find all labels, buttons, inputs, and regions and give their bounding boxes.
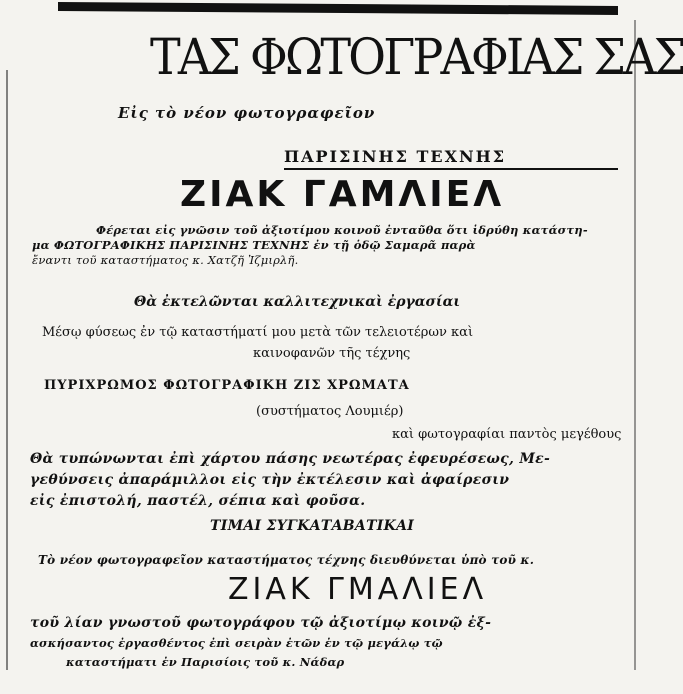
- closing-line-1: τοῦ λίαν γνωστοῦ φωτογράφου τῷ ἀξιοτίμῳ κοινῷ ἐξ-: [30, 615, 492, 631]
- intro-line-1: Φέρεται εἰς γνῶσιν τοῦ ἀξιοτίμου κοινοῦ ἐνταῦθα ὅτι ἱδρύθη κατάστη-: [96, 223, 588, 237]
- management-line: Τὸ νέον φωτογραφεῖον καταστήματος τέχνης διευθύνεται ὑπὸ τοῦ κ.: [38, 553, 535, 567]
- right-column-rule: [634, 20, 636, 670]
- style-heading-rule: [284, 168, 618, 170]
- services-line-3: εἰς ἐπιστολή, παστέλ, σέπια καὶ φοῦσα.: [30, 493, 366, 509]
- intro-line-2: μα ΦΩΤΟΓΡΑΦΙΚΗΣ ΠΑΡΙΣΙΝΗΣ ΤΕΧΝΗΣ ἐν τῇ ὁδῷ Σαμαρᾶ παρὰ: [32, 238, 476, 252]
- works-heading: Θὰ ἐκτελῶνται καλλιτεχνικαὶ ἐργασίαι: [134, 294, 461, 310]
- photographer-name: ΖΙΑΚ ΓΑΜΛΙΕΛ: [180, 174, 505, 215]
- method-line-2: καινοφανῶν τῆς τέχνης: [253, 346, 411, 361]
- sizes-line: καὶ φωτογραφίαι παντὸς μεγέθους: [392, 427, 622, 442]
- advert-title: ΤΑΣ ΦΩΤΟΓΡΑΦΙΑΣ ΣΑΣ: [150, 28, 683, 86]
- photographer-name-2: ΖΙΑΚ ΓΜΑΛΙΕΛ: [228, 572, 488, 607]
- prices-line: ΤΙΜΑΙ ΣΥΓΚΑΤΑΒΑΤΙΚΑΙ: [210, 518, 415, 534]
- color-method: (συστήματος Λουμιέρ): [256, 404, 404, 419]
- closing-line-3: καταστήματι ἐν Παρισίοις τοῦ κ. Νάδαρ: [66, 655, 345, 669]
- left-column-rule: [6, 70, 8, 670]
- intro-line-3: ἔναντι τοῦ καταστήματος κ. Χατζῆ Ἰζμιρλῆ.: [32, 253, 299, 267]
- method-line-1: Μέσῳ φύσεως ἐν τῷ καταστήματί μου μετὰ τῶν τελειοτέρων καὶ: [42, 325, 474, 340]
- services-line-2: γεθύνσεις ἀπαράμιλλοι εἰς τὴν ἐκτέλεσιν καὶ ἀφαίρεσιν: [30, 472, 510, 488]
- top-decorative-bar: [58, 2, 618, 15]
- advert-subtitle: Εἰς τὸ νέον φωτογραφεῖον: [118, 104, 376, 122]
- services-line-1: Θὰ τυπώνωνται ἐπὶ χάρτου πάσης νεωτέρας ἐφευρέσεως, Με-: [30, 451, 551, 467]
- style-heading: ΠΑΡΙΣΙΝΗΣ ΤΕΧΝΗΣ: [284, 147, 507, 166]
- color-heading: ΠΥΡΙΧΡΩΜΟΣ ΦΩΤΟΓΡΑΦΙΚΗ ΖΙΣ ΧΡΩΜΑΤΑ: [44, 378, 410, 393]
- closing-line-2: ασκήσαντος ἐργασθέντος ἐπὶ σειρὰν ἐτῶν ἐν τῷ μεγάλῳ τῷ: [30, 636, 443, 650]
